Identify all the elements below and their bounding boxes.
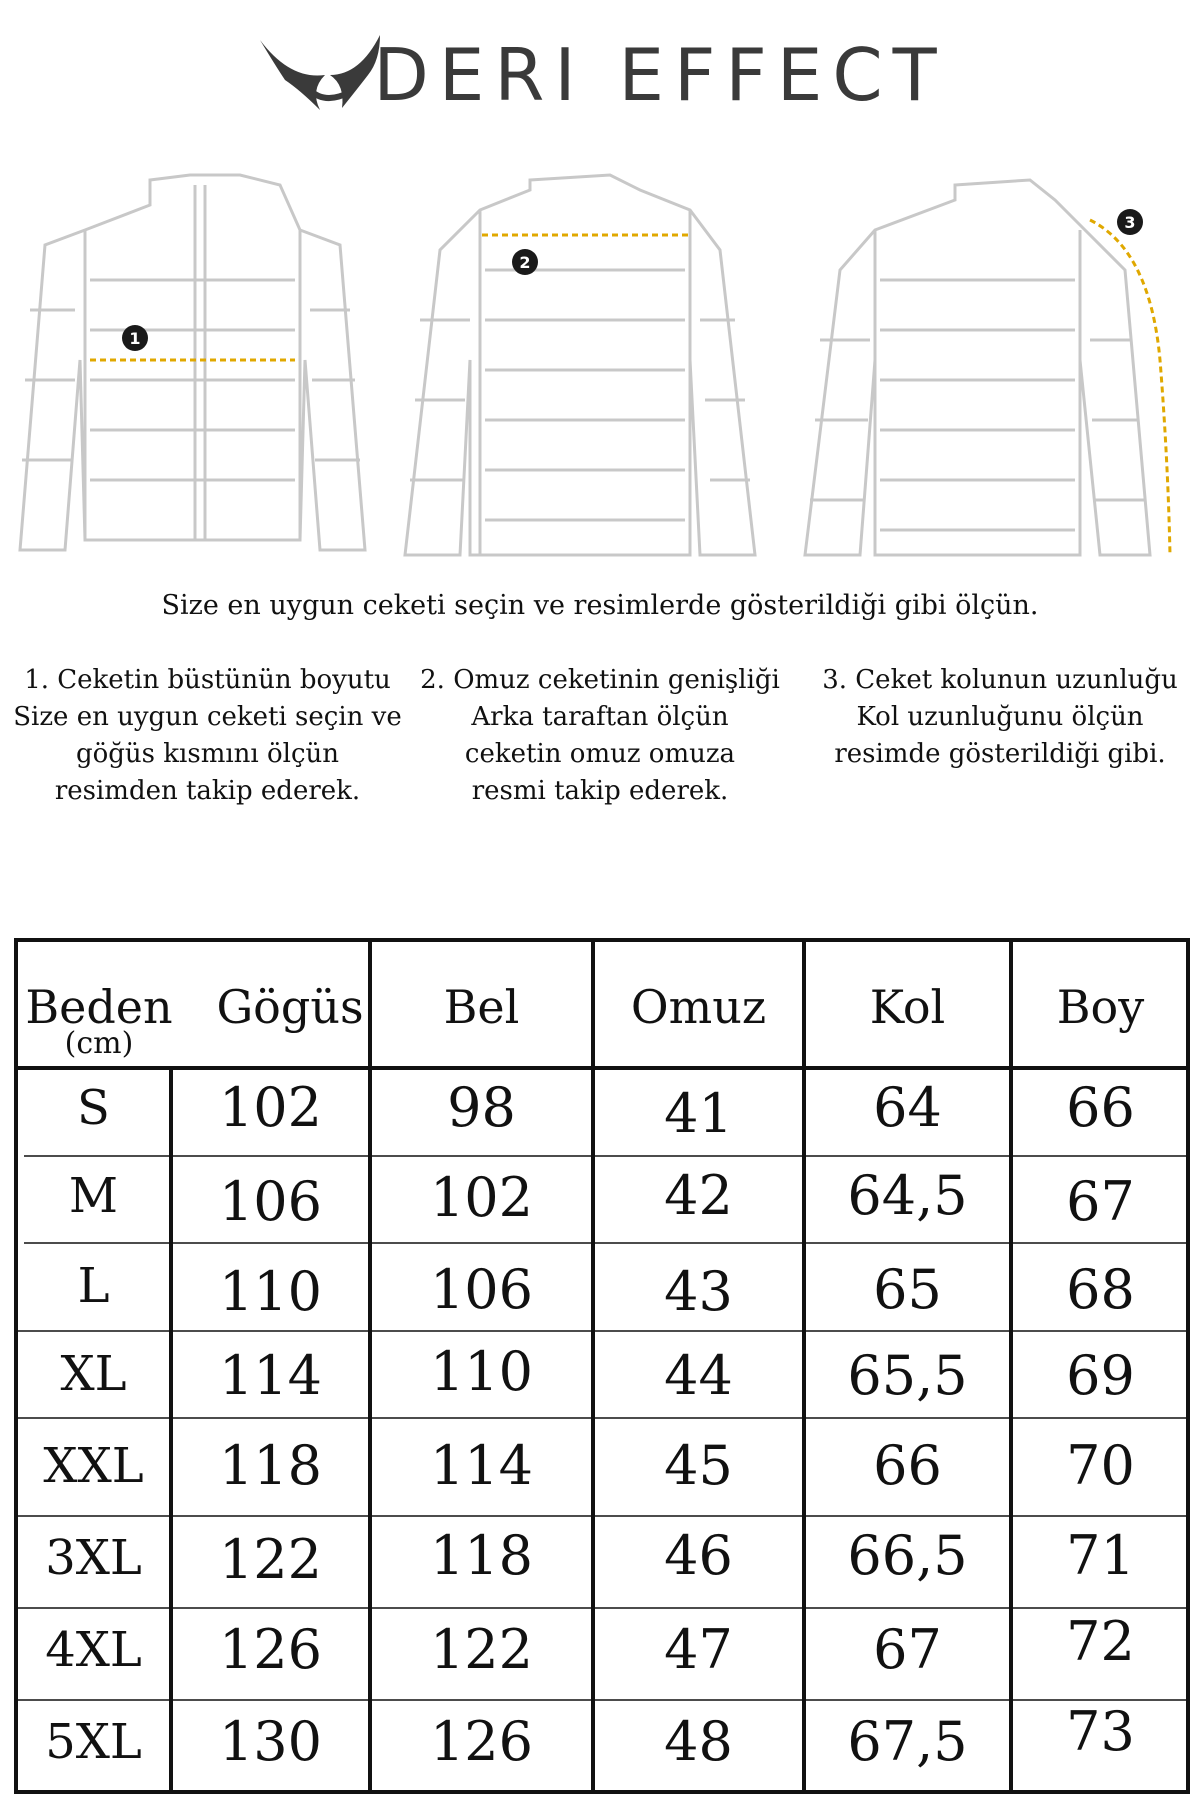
table-cell-boy: 69 [1066, 1344, 1135, 1407]
svg-text:3: 3 [1124, 213, 1136, 232]
badge-3-icon [1117, 209, 1143, 235]
table-cell-kol: 65,5 [847, 1344, 968, 1407]
header-unit: (cm) [64, 1026, 134, 1061]
table-cell-size: XL [60, 1346, 127, 1402]
table-cell-omuz: 41 [664, 1082, 733, 1145]
main-instruction: Size en uygun ceketi seçin ve resimlerde gösterildiği gibi ölçün. [161, 590, 1039, 621]
table-cell-bel: 118 [429, 1524, 534, 1587]
measurement-steps [0, 662, 1200, 822]
jacket-back-figure [405, 175, 755, 555]
table-cell-omuz: 43 [664, 1260, 733, 1323]
table-cell-gogus: 102 [218, 1076, 323, 1139]
table-cell-kol: 64 [873, 1076, 942, 1139]
badge-2-icon [512, 249, 538, 275]
step-shoulder [415, 662, 785, 810]
header-boy: Boy [1056, 980, 1145, 1034]
step-line: 2. Omuz ceketinin genişliği [420, 665, 780, 695]
table-cell-kol: 65 [873, 1258, 942, 1321]
table-cell-omuz: 48 [664, 1710, 733, 1773]
table-cell-kol: 66,5 [847, 1524, 968, 1587]
table-cell-size: L [77, 1258, 110, 1314]
table-cell-boy: 72 [1066, 1610, 1135, 1673]
table-cell-size: 5XL [45, 1714, 142, 1770]
jacket-figures [0, 160, 1200, 580]
step-chest [10, 662, 405, 810]
table-cell-gogus: 130 [218, 1710, 323, 1773]
step-line: göğüs kısmını ölçün [75, 739, 340, 769]
sleeve-measure-line [1090, 220, 1170, 555]
step-line: resimde gösterildiği gibi. [834, 739, 1166, 769]
header-bel: Bel [443, 980, 520, 1034]
svg-text:2: 2 [519, 253, 531, 272]
table-cell-gogus: 106 [218, 1170, 323, 1233]
table-cell-boy: 67 [1066, 1170, 1135, 1233]
table-cell-omuz: 44 [664, 1344, 733, 1407]
table-cell-boy: 70 [1066, 1434, 1135, 1497]
step-sleeve [805, 662, 1195, 773]
table-cell-size: M [68, 1168, 119, 1224]
header-kol: Kol [869, 980, 946, 1034]
table-cell-gogus: 122 [218, 1528, 323, 1591]
header-omuz: Omuz [630, 980, 767, 1034]
table-cell-boy: 73 [1066, 1700, 1135, 1763]
table-cell-omuz: 42 [664, 1164, 733, 1227]
table-cell-size: S [77, 1080, 110, 1136]
eagle-wings-icon [260, 35, 380, 110]
table-cell-boy: 68 [1066, 1258, 1135, 1321]
table-cell-size: 3XL [45, 1530, 142, 1586]
jacket-sleeve-figure [805, 180, 1150, 555]
brand-name: DERI EFFECT [373, 33, 947, 117]
step-line: resmi takip ederek. [471, 776, 729, 806]
table-cell-kol: 64,5 [847, 1164, 968, 1227]
table-cell-size: 4XL [45, 1622, 142, 1678]
step-line: 3. Ceket kolunun uzunluğu [822, 665, 1178, 695]
table-cell-gogus: 114 [218, 1344, 323, 1407]
table-cell-omuz: 46 [664, 1524, 733, 1587]
brand-logo [0, 20, 1200, 120]
step-line: 1. Ceketin büstünün boyutu [24, 665, 391, 695]
table-cell-omuz: 45 [664, 1434, 733, 1497]
table-cell-gogus: 110 [218, 1260, 323, 1323]
step-line: Kol uzunluğunu ölçün [856, 702, 1144, 732]
table-cell-gogus: 126 [218, 1618, 323, 1681]
badge-1-icon [122, 325, 148, 351]
table-cell-boy: 66 [1066, 1076, 1135, 1139]
step-line: Size en uygun ceketi seçin ve [13, 702, 402, 732]
jacket-front-figure [20, 175, 365, 550]
table-cell-kol: 67 [873, 1618, 942, 1681]
table-cell-kol: 66 [873, 1434, 942, 1497]
table-cell-bel: 126 [429, 1710, 534, 1773]
svg-text:1: 1 [129, 329, 141, 348]
table-cell-bel: 98 [447, 1076, 516, 1139]
table-cell-bel: 106 [429, 1258, 534, 1321]
table-cell-kol: 67,5 [847, 1710, 968, 1773]
table-cell-gogus: 118 [218, 1434, 323, 1497]
header-gogus: Gögüs [216, 980, 364, 1034]
table-cell-bel: 122 [429, 1618, 534, 1681]
table-cell-bel: 114 [429, 1434, 534, 1497]
table-cell-bel: 102 [429, 1166, 534, 1229]
table-cell-size: XXL [43, 1438, 144, 1494]
header-beden: Beden [25, 980, 173, 1034]
table-cell-boy: 71 [1066, 1524, 1135, 1587]
size-table [14, 938, 1190, 1794]
table-cell-bel: 110 [429, 1340, 534, 1403]
step-line: ceketin omuz omuza [464, 739, 736, 769]
step-line: Arka taraftan ölçün [471, 702, 729, 732]
table-cell-omuz: 47 [664, 1618, 733, 1681]
step-line: resimden takip ederek. [54, 776, 361, 806]
